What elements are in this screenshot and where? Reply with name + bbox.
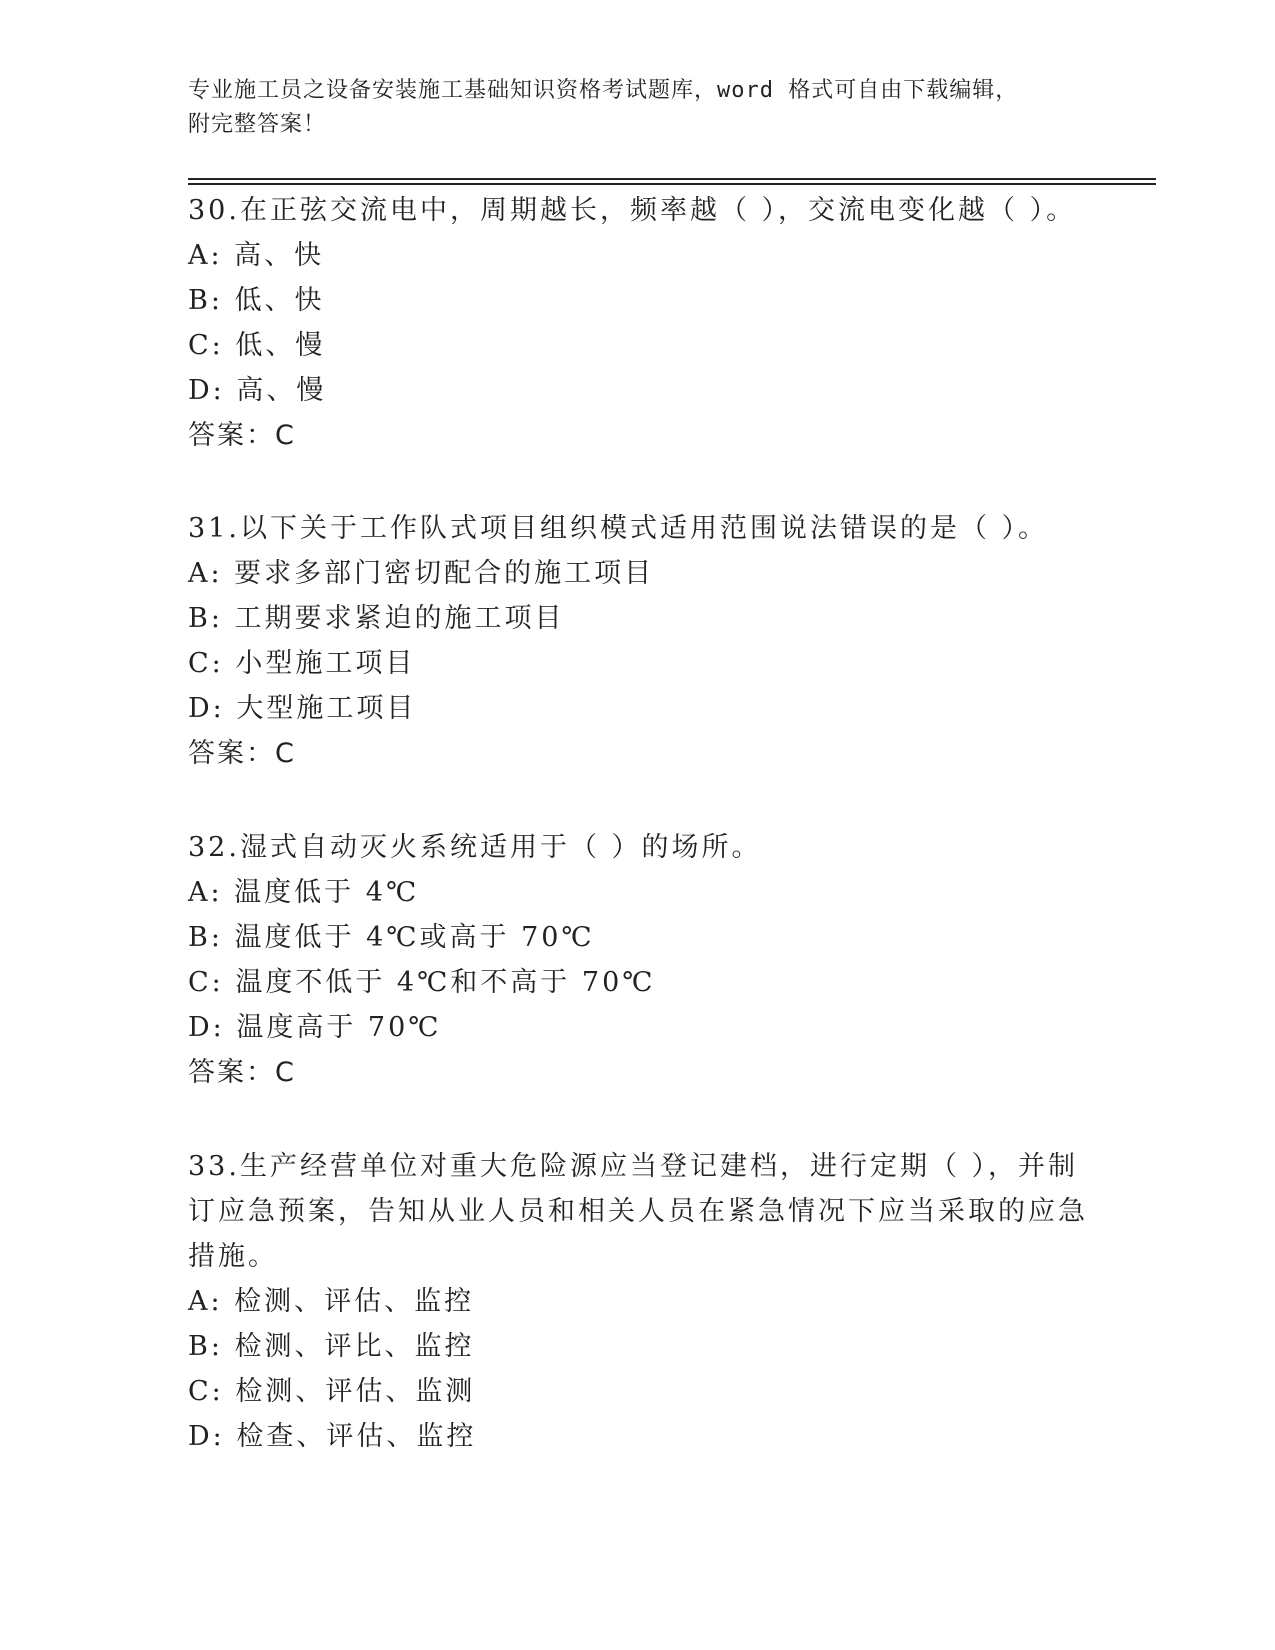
question-30: [188, 188, 1098, 458]
answer-line: 答案：C: [188, 738, 296, 769]
option-d: D: 大型施工项目: [188, 693, 417, 724]
option-a: A: 检测、评估、监控: [188, 1286, 475, 1317]
question-text: 31.以下关于工作队式项目组织模式适用范围说法错误的是（ ）。: [188, 513, 1049, 544]
answer-line: 答案：C: [188, 420, 296, 451]
question-text: 30.在正弦交流电中，周期越长，频率越（ ），交流电变化越（ ）。: [188, 195, 1077, 226]
option-d: D: 检查、评估、监控: [188, 1421, 477, 1452]
document-header: [188, 74, 1068, 142]
option-c: C: 低、慢: [188, 330, 326, 361]
option-b: B: 工期要求紧迫的施工项目: [188, 603, 565, 634]
header-line-2: 附完整答案！: [188, 112, 327, 137]
header-line-1: 专业施工员之设备安装施工基础知识资格考试题库，word 格式可自由下载编辑，: [188, 78, 1019, 103]
option-a: A: 要求多部门密切配合的施工项目: [188, 558, 655, 589]
option-c: C: 小型施工项目: [188, 648, 416, 679]
option-c: C: 温度不低于 4℃和不高于 70℃: [188, 967, 656, 998]
header-divider-bottom: [188, 183, 1156, 185]
question-text-line-3: 措施。: [188, 1241, 278, 1272]
question-text-line-1: 33.生产经营单位对重大危险源应当登记建档，进行定期（ ），并制: [188, 1151, 1079, 1182]
option-c: C: 检测、评估、监测: [188, 1376, 476, 1407]
option-b: B: 温度低于 4℃或高于 70℃: [188, 922, 595, 953]
option-d: D: 温度高于 70℃: [188, 1012, 442, 1043]
question-text: 32.湿式自动灭火系统适用于（ ）的场所。: [188, 832, 762, 863]
option-b: B: 检测、评比、监控: [188, 1331, 475, 1362]
option-a: A: 高、快: [188, 240, 325, 271]
answer-line: 答案：C: [188, 1057, 296, 1088]
question-31: [188, 506, 1098, 776]
option-a: A: 温度低于 4℃: [188, 877, 420, 908]
header-divider-top: [188, 178, 1156, 180]
option-b: B: 低、快: [188, 285, 325, 316]
question-32: [188, 825, 1098, 1095]
option-d: D: 高、慢: [188, 375, 327, 406]
question-33: [188, 1144, 1098, 1459]
question-text-line-2: 订应急预案，告知从业人员和相关人员在紧急情况下应当采取的应急: [188, 1196, 1088, 1227]
